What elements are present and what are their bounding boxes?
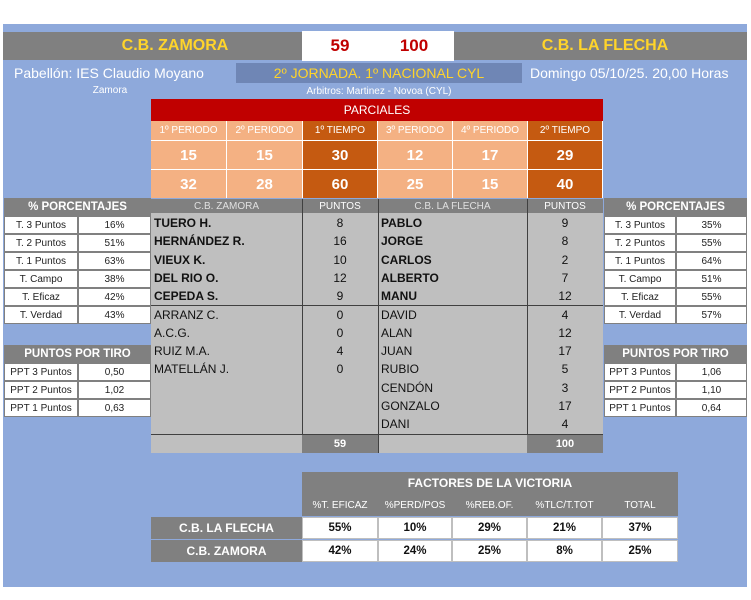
stat-value: 64% bbox=[676, 252, 747, 270]
factor-column-header: %TLC/T.TOT bbox=[535, 499, 594, 511]
player-points: 12 bbox=[558, 289, 572, 304]
player-points: 7 bbox=[561, 270, 569, 285]
stat-label: T. Campo bbox=[604, 270, 676, 288]
player-points: 12 bbox=[333, 270, 347, 285]
stat-label: T. 3 Puntos bbox=[4, 216, 78, 234]
left-ppt-title: PUNTOS POR TIRO bbox=[4, 345, 151, 363]
player-points: 9 bbox=[561, 216, 569, 230]
factor-column-header: %REB.OF. bbox=[465, 499, 514, 511]
player-points: 8 bbox=[336, 216, 344, 230]
stat-label: T. Verdad bbox=[604, 306, 676, 324]
player-name: A.C.G. bbox=[154, 325, 191, 340]
parciales-title bbox=[151, 99, 603, 121]
stat-label: PPT 2 Puntos bbox=[4, 381, 78, 399]
right-pct-table bbox=[604, 216, 747, 324]
referees: Arbitros: Martinez - Novoa (CYL) bbox=[306, 85, 452, 97]
right-pct-title: % PORCENTAJES bbox=[604, 198, 747, 216]
parciales-label: 4º PERIODO bbox=[453, 121, 528, 140]
left-ppt-table bbox=[4, 363, 151, 417]
stat-value: 16% bbox=[78, 216, 151, 234]
player-points: 0 bbox=[336, 362, 344, 377]
home-points-header: PUNTOS bbox=[319, 200, 361, 212]
stat-value: 1,10 bbox=[676, 381, 747, 399]
parcial-value: 15 bbox=[453, 169, 528, 198]
player-name: ALBERTO bbox=[381, 270, 439, 285]
stat-label: T. 2 Puntos bbox=[4, 234, 78, 252]
factors-title-text: FACTORES DE LA VICTORIA bbox=[407, 476, 573, 490]
player-name: VIEUX K. bbox=[154, 252, 206, 267]
stat-value: 63% bbox=[78, 252, 151, 270]
player-points: 3 bbox=[561, 380, 569, 395]
parcial-value: 15 bbox=[151, 140, 227, 169]
parciales-labels bbox=[151, 121, 603, 140]
player-name: MANU bbox=[381, 289, 417, 304]
player-name: HERNÁNDEZ R. bbox=[154, 234, 245, 249]
factor-column-header: %T. EFICAZ bbox=[312, 499, 368, 511]
stat-label: T. Verdad bbox=[4, 306, 78, 324]
parcial-value: 17 bbox=[453, 140, 528, 169]
player-points: 4 bbox=[561, 417, 569, 432]
stat-value: 38% bbox=[78, 270, 151, 288]
player-name: JORGE bbox=[381, 234, 424, 249]
factor-value: 8% bbox=[527, 540, 602, 562]
left-pct-title: % PORCENTAJES bbox=[4, 198, 151, 216]
away-total: 100 bbox=[527, 435, 603, 453]
player-name: GONZALO bbox=[381, 399, 440, 413]
factor-value: 25% bbox=[452, 540, 527, 562]
factors-rows bbox=[151, 517, 678, 563]
stat-value: 42% bbox=[78, 288, 151, 306]
away-points-header: PUNTOS bbox=[544, 200, 586, 212]
stat-label: PPT 2 Puntos bbox=[604, 381, 676, 399]
parciales-label: 2º TIEMPO bbox=[528, 121, 603, 140]
away-score: 100 bbox=[399, 36, 429, 55]
player-name: ALAN bbox=[381, 325, 413, 340]
parcial-value: 12 bbox=[378, 140, 453, 169]
factors-title bbox=[302, 472, 678, 494]
away-box-header: C.B. LA FLECHA bbox=[414, 200, 491, 212]
factor-value: 21% bbox=[527, 517, 602, 539]
player-name: RUBIO bbox=[381, 362, 420, 377]
factor-value: 25% bbox=[602, 540, 678, 562]
player-name: DEL RIO O. bbox=[154, 270, 219, 285]
player-name: CARLOS bbox=[381, 252, 432, 267]
home-total: 59 bbox=[302, 435, 378, 453]
stat-value: 57% bbox=[676, 306, 747, 324]
stat-value: 51% bbox=[676, 270, 747, 288]
factor-value: 29% bbox=[452, 517, 527, 539]
stat-label: T. Campo bbox=[4, 270, 78, 288]
parciales-label: 3º PERIODO bbox=[378, 121, 453, 140]
match-date: Domingo 05/10/25. 20,00 Horas bbox=[530, 65, 729, 81]
factor-column-header: %PERD/POS bbox=[384, 499, 446, 511]
player-name: CENDÓN bbox=[381, 380, 434, 395]
parciales-row-2 bbox=[151, 169, 603, 198]
player-points: 17 bbox=[558, 399, 572, 413]
factors-header bbox=[302, 494, 678, 516]
stat-label: T. 3 Puntos bbox=[604, 216, 676, 234]
parcial-value: 29 bbox=[528, 140, 603, 169]
factor-team-name: C.B. LA FLECHA bbox=[151, 517, 302, 539]
player-points: 4 bbox=[561, 307, 569, 322]
round-text: 2º JORNADA. 1º NACIONAL CYL bbox=[273, 65, 485, 81]
stat-value: 35% bbox=[676, 216, 747, 234]
left-pct-table bbox=[4, 216, 151, 324]
right-ppt-table bbox=[604, 363, 747, 417]
stat-label: PPT 3 Puntos bbox=[604, 363, 676, 381]
factor-value: 42% bbox=[302, 540, 378, 562]
stat-value: 43% bbox=[78, 306, 151, 324]
player-points: 0 bbox=[336, 325, 344, 340]
home-team-name: C.B. ZAMORA bbox=[121, 37, 229, 54]
city: Zamora bbox=[92, 84, 128, 96]
parcial-value: 32 bbox=[151, 169, 227, 198]
factor-value: 37% bbox=[602, 517, 678, 539]
factor-value: 55% bbox=[302, 517, 378, 539]
factor-team-name: C.B. ZAMORA bbox=[151, 540, 302, 562]
away-players bbox=[378, 214, 603, 434]
venue: Pabellón: IES Claudio Moyano bbox=[14, 65, 204, 81]
player-name: JUAN bbox=[381, 344, 413, 359]
stat-value: 55% bbox=[676, 234, 747, 252]
parciales-label: 1º TIEMPO bbox=[303, 121, 378, 140]
parcial-value: 40 bbox=[528, 169, 603, 198]
stat-label: T. 2 Puntos bbox=[604, 234, 676, 252]
player-points: 2 bbox=[561, 252, 569, 267]
stat-label: PPT 1 Puntos bbox=[604, 399, 676, 417]
player-points: 12 bbox=[558, 325, 572, 340]
player-name: TUERO H. bbox=[154, 216, 212, 230]
player-name: DAVID bbox=[381, 307, 417, 322]
stat-label: T. Eficaz bbox=[604, 288, 676, 306]
stat-label: T. Eficaz bbox=[4, 288, 78, 306]
player-points: 10 bbox=[333, 252, 347, 267]
player-name: ARRANZ C. bbox=[154, 307, 219, 322]
factor-value: 24% bbox=[378, 540, 452, 562]
player-name: PABLO bbox=[381, 216, 423, 230]
home-players bbox=[151, 214, 378, 434]
stat-value: 55% bbox=[676, 288, 747, 306]
player-name: DANI bbox=[381, 417, 410, 432]
stat-value: 0,63 bbox=[78, 399, 151, 417]
stat-value: 0,50 bbox=[78, 363, 151, 381]
home-score: 59 bbox=[330, 36, 350, 55]
parcial-value: 30 bbox=[303, 140, 378, 169]
stat-value: 0,64 bbox=[676, 399, 747, 417]
away-team-name: C.B. LA FLECHA bbox=[541, 37, 669, 54]
player-name: CEPEDA S. bbox=[154, 289, 219, 304]
stat-label: PPT 3 Puntos bbox=[4, 363, 78, 381]
player-points: 0 bbox=[336, 307, 344, 322]
player-points: 17 bbox=[558, 344, 572, 359]
player-name: MATELLÁN J. bbox=[154, 362, 230, 377]
round-label bbox=[236, 63, 522, 83]
parcial-value: 25 bbox=[378, 169, 453, 198]
parciales-title-text: PARCIALES bbox=[343, 103, 411, 117]
player-name: RUIZ M.A. bbox=[154, 344, 210, 359]
factor-column-header: TOTAL bbox=[624, 499, 656, 511]
parciales-label: 2º PERIODO bbox=[227, 121, 303, 140]
parcial-value: 15 bbox=[227, 140, 303, 169]
factor-value: 10% bbox=[378, 517, 452, 539]
right-ppt-title: PUNTOS POR TIRO bbox=[604, 345, 747, 363]
parciales-label: 1º PERIODO bbox=[151, 121, 227, 140]
stat-value: 1,06 bbox=[676, 363, 747, 381]
stat-label: T. 1 Puntos bbox=[4, 252, 78, 270]
stat-label: T. 1 Puntos bbox=[604, 252, 676, 270]
player-points: 4 bbox=[336, 344, 344, 359]
parcial-value: 28 bbox=[227, 169, 303, 198]
parcial-value: 60 bbox=[303, 169, 378, 198]
home-box-header: C.B. ZAMORA bbox=[193, 200, 259, 212]
stat-value: 1,02 bbox=[78, 381, 151, 399]
parciales-row-1 bbox=[151, 140, 603, 169]
stat-value: 51% bbox=[78, 234, 151, 252]
player-points: 8 bbox=[561, 234, 569, 249]
player-points: 9 bbox=[336, 289, 344, 304]
player-points: 16 bbox=[333, 234, 347, 249]
player-points: 5 bbox=[561, 362, 569, 377]
stat-label: PPT 1 Puntos bbox=[4, 399, 78, 417]
